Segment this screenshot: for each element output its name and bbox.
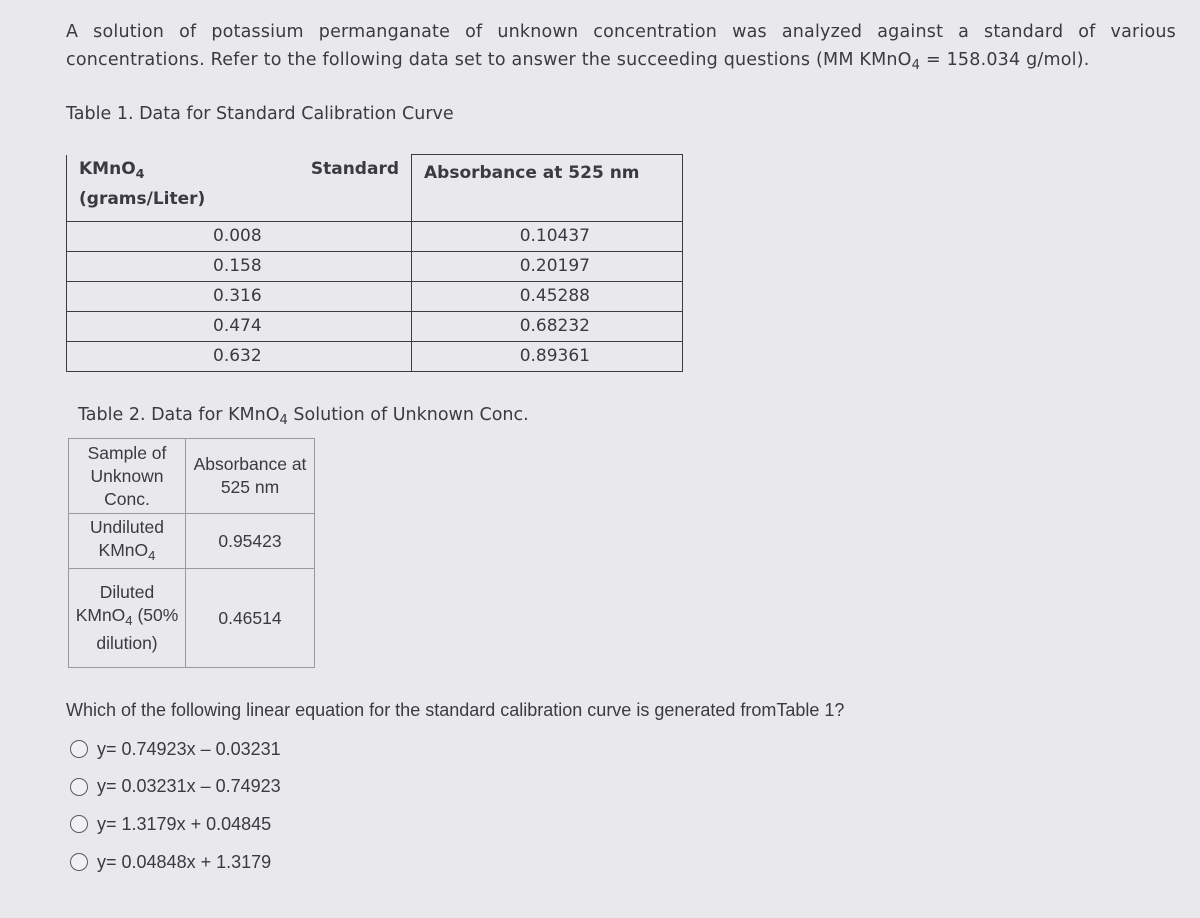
- answer-options: [70, 738, 281, 889]
- option-label[interactable]: y= 1.3179x + 0.04845: [97, 813, 272, 834]
- answer-option[interactable]: [70, 813, 281, 835]
- table1-header-concentration: [67, 155, 412, 222]
- table-row: [67, 251, 683, 281]
- radio-button-icon[interactable]: [70, 778, 88, 796]
- table1-header-absorbance: Absorbance at 525 nm: [412, 155, 683, 222]
- radio-button-icon[interactable]: [70, 815, 88, 833]
- table-row: [67, 221, 683, 251]
- option-label[interactable]: y= 0.74923x – 0.03231: [97, 738, 281, 759]
- conc-cell: 0.632: [67, 341, 412, 371]
- answer-option[interactable]: [70, 776, 281, 798]
- table-row: [67, 341, 683, 371]
- table-row: [67, 311, 683, 341]
- header-standard: Standard: [310, 158, 399, 179]
- table2-header-sample: Sample of Unknown Conc.: [69, 439, 186, 514]
- table-row: [69, 514, 315, 569]
- table1-caption: Table 1. Data for Standard Calibration Curve: [66, 104, 454, 124]
- table-row: [69, 569, 315, 668]
- radio-button-icon[interactable]: [70, 740, 88, 758]
- header-units: (grams/Liter): [79, 188, 206, 209]
- conc-cell: 0.008: [67, 221, 412, 251]
- conc-cell: 0.158: [67, 251, 412, 281]
- abs-cell: 0.95423: [186, 514, 315, 569]
- option-label[interactable]: y= 0.04848x + 1.3179: [97, 851, 272, 872]
- abs-cell: 0.46514: [186, 569, 315, 668]
- conc-cell: 0.316: [67, 281, 412, 311]
- conc-cell: 0.474: [67, 311, 412, 341]
- table-row: [67, 281, 683, 311]
- option-label[interactable]: y= 0.03231x – 0.74923: [97, 776, 281, 797]
- answer-option[interactable]: [70, 738, 281, 760]
- sample-cell: Undiluted KMnO$_4$: [69, 514, 186, 569]
- calibration-table: [66, 154, 683, 372]
- table2-header-absorbance: Absorbance at 525 nm: [186, 439, 315, 514]
- header-kmno4: KMnO$_4$: [79, 158, 145, 182]
- sample-cell: Diluted KMnO$_4$ (50% dilution): [69, 569, 186, 668]
- intro-paragraph: A solution of potassium permanganate of unknown concentration was analyzed against a standard of various concentrations. Refer to the following data set to answer the succeeding questions (MM KMnO$_4$ = 158.034 g/mol).: [66, 22, 1176, 73]
- unknown-table: [68, 438, 315, 668]
- radio-button-icon[interactable]: [70, 853, 88, 871]
- answer-option[interactable]: [70, 851, 281, 873]
- abs-cell: 0.89361: [412, 341, 683, 371]
- abs-cell: 0.10437: [412, 221, 683, 251]
- abs-cell: 0.20197: [412, 251, 683, 281]
- abs-cell: 0.45288: [412, 281, 683, 311]
- table2-caption: Table 2. Data for KMnO$_4$ Solution of Unknown Conc.: [78, 405, 529, 428]
- question-text: Which of the following linear equation for the standard calibration curve is generated fromTable 1?: [66, 700, 845, 720]
- abs-cell: 0.68232: [412, 311, 683, 341]
